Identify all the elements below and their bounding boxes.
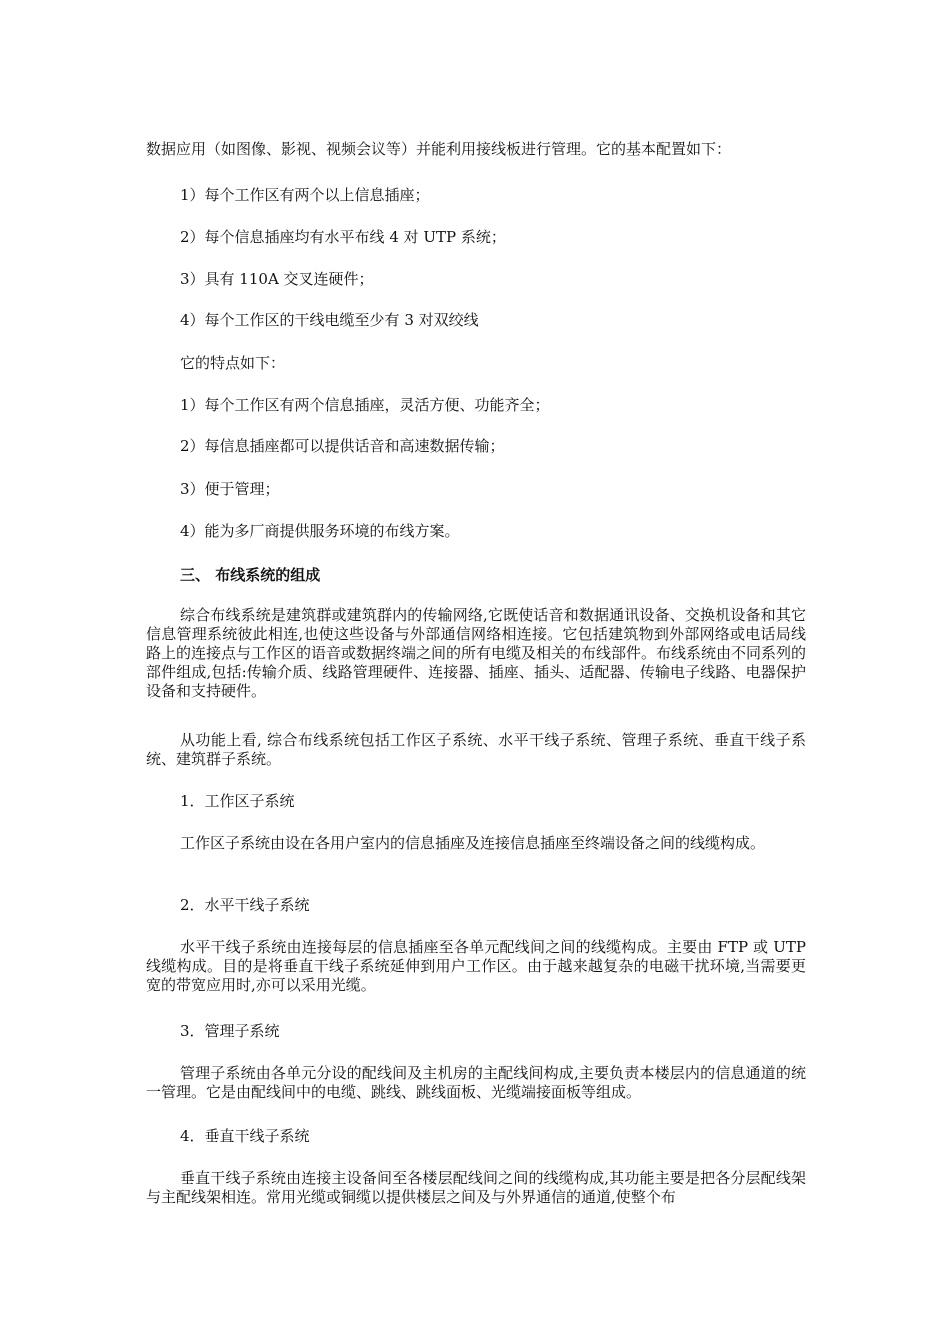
- subsection-title: 4．垂直干线子系统: [180, 1127, 310, 1145]
- paragraph-composition: 综合布线系统是建筑群或建筑群内的传输网络,它既使话音和数据通讯设备、交换机设备和其它信息管理系统彼此相连,也使这些设备与外部通信网络相连接。它包括建筑物到外部网络或电话局线路上的连接点与工作区的语音或数据终端之间的所有电缆及相关的布线部件。布线系统由不同系列的部件组成,包括:传输介质、线路管理硬件、连接器、插座、插头、适配器、传输电子线路、电器保护设备和支持硬件。: [146, 606, 807, 700]
- feature-item: 2）每信息插座都可以提供话音和高速数据传输；: [180, 437, 505, 455]
- features-intro: 它的特点如下：: [180, 354, 286, 372]
- config-item: 4）每个工作区的干线电缆至少有 3 对双绞线: [180, 311, 479, 329]
- paragraph-function: 从功能上看, 综合布线系统包括工作区子系统、水平干线子系统、管理子系统、垂直干线子系统、建筑群子系统。: [146, 731, 806, 768]
- config-item: 1）每个工作区有两个以上信息插座；: [180, 186, 430, 204]
- subsection-title: 3．管理子系统: [180, 1022, 280, 1040]
- subsection-text: 水平干线子系统由连接每层的信息插座至各单元配线间之间的线缆构成。主要由 FTP 或 UTP 线缆构成。目的是将垂直干线子系统延伸到用户工作区。由于越来越复杂的电磁干扰环境,当需要更宽的带宽应用时,亦可以采用光缆。: [146, 938, 806, 994]
- config-item: 2）每个信息插座均有水平布线 4 对 UTP 系统；: [180, 228, 506, 246]
- subsection-text: 垂直干线子系统由连接主设备间至各楼层配线间之间的线缆构成,其功能主要是把各分层配线架与主配线架相连。常用光缆或铜缆以提供楼层之间及与外界通信的通道,使整个布: [146, 1169, 806, 1206]
- subsection-text: 管理子系统由各单元分设的配线间及主机房的主配线间构成,主要负责本楼层内的信息通道的统一管理。它是由配线间中的电缆、跳线、跳线面板、光缆端接面板等组成。: [146, 1064, 806, 1101]
- feature-item: 1）每个工作区有两个信息插座，灵活方便、功能齐全；: [180, 396, 550, 414]
- subsection-title: 2．水平干线子系统: [180, 896, 310, 914]
- feature-item: 3）便于管理；: [180, 480, 280, 498]
- intro-line: 数据应用（如图像、影视、视频会议等）并能利用接线板进行管理。它的基本配置如下：: [146, 140, 732, 158]
- section-heading: 三、 布线系统的组成: [180, 566, 321, 584]
- subsection-title: 1．工作区子系统: [180, 792, 295, 810]
- subsection-text: 工作区子系统由设在各用户室内的信息插座及连接信息插座至终端设备之间的线缆构成。: [180, 834, 766, 852]
- feature-item: 4）能为多厂商提供服务环境的布线方案。: [180, 522, 460, 540]
- config-item: 3）具有 110A 交叉连硬件；: [180, 270, 374, 288]
